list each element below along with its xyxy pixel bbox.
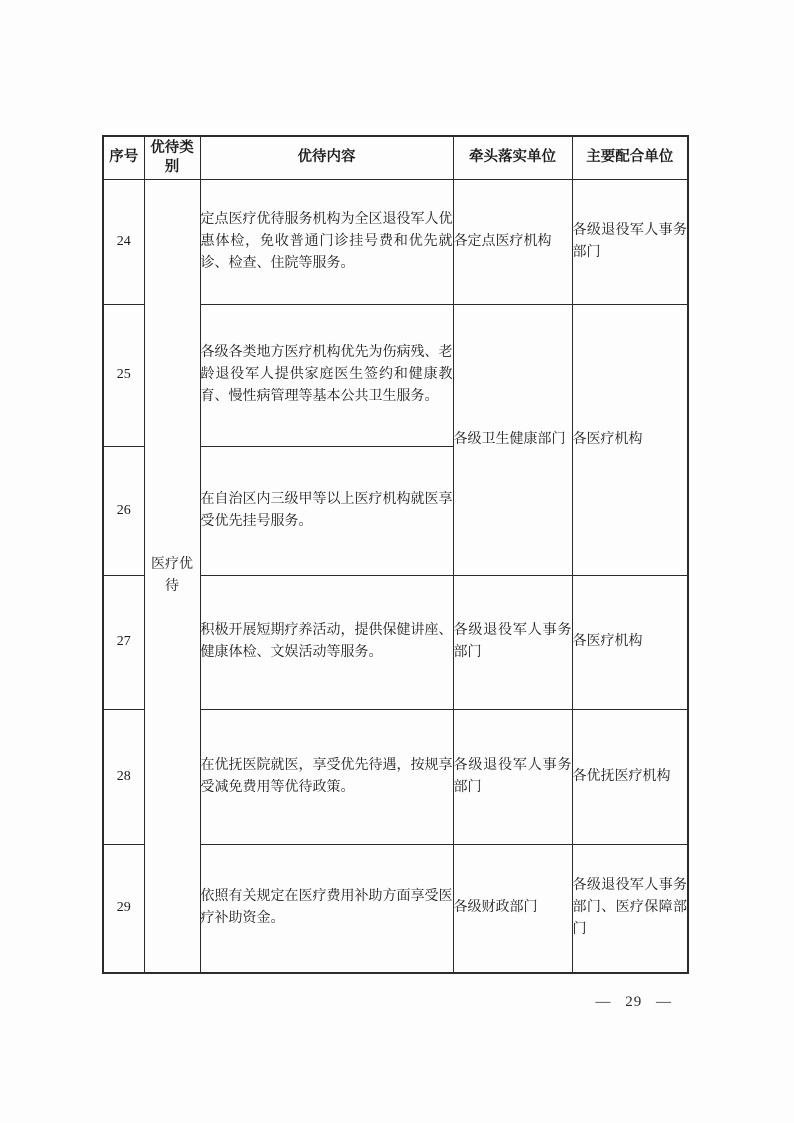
- coop-unit-cell-28: 各优抚医疗机构: [572, 709, 688, 844]
- content-cell-29: 依照有关规定在医疗费用补助方面享受医疗补助资金。: [200, 844, 453, 973]
- serial-cell-25: 25: [103, 304, 144, 446]
- table-row-24: [103, 179, 688, 304]
- header-serial-number: 序号: [103, 136, 144, 179]
- content-cell-24: 定点医疗优待服务机构为全区退役军人优惠体检，免收普通门诊挂号费和优先就诊、检查、住院等服务。: [200, 179, 453, 304]
- header-treatment-content: 优待内容: [200, 136, 453, 179]
- coop-unit-cell-27: 各医疗机构: [572, 575, 688, 709]
- lead-unit-cell-28: 各级退役军人事务部门: [453, 709, 572, 844]
- content-cell-28: 在优抚医院就医，享受优先待遇，按规享受减免费用等优待政策。: [200, 709, 453, 844]
- page-number: — 29 —: [595, 994, 672, 1010]
- content-cell-27: 积极开展短期疗养活动，提供保健讲座、健康体检、文娱活动等服务。: [200, 575, 453, 709]
- content-cell-25: 各级各类地方医疗机构优先为伤病残、老龄退役军人提供家庭医生签约和健康教育、慢性病管理等基本公共卫生服务。: [200, 304, 453, 446]
- coop-unit-cell-24: 各级退役军人事务部门: [572, 179, 688, 304]
- content-cell-26: 在自治区内三级甲等以上医疗机构就医享受优先挂号服务。: [200, 446, 453, 575]
- lead-unit-cell-29: 各级财政部门: [453, 844, 572, 973]
- category-cell-medical: 医疗优待: [144, 179, 200, 973]
- lead-unit-cell-25-26: 各级卫生健康部门: [453, 304, 572, 575]
- serial-cell-29: 29: [103, 844, 144, 973]
- serial-cell-28: 28: [103, 709, 144, 844]
- serial-cell-27: 27: [103, 575, 144, 709]
- serial-cell-24: 24: [103, 179, 144, 304]
- coop-unit-cell-29: 各级退役军人事务部门、医疗保障部门: [572, 844, 688, 973]
- serial-cell-26: 26: [103, 446, 144, 575]
- table-header-row: [103, 136, 688, 179]
- lead-unit-cell-24: 各定点医疗机构: [453, 179, 572, 304]
- lead-unit-cell-27: 各级退役军人事务部门: [453, 575, 572, 709]
- header-treatment-category: 优待类别: [144, 136, 200, 179]
- header-cooperating-unit: 主要配合单位: [572, 136, 688, 179]
- veteran-medical-benefits-table: [102, 135, 689, 974]
- coop-unit-cell-25-26: 各医疗机构: [572, 304, 688, 575]
- header-lead-unit: 牵头落实单位: [453, 136, 572, 179]
